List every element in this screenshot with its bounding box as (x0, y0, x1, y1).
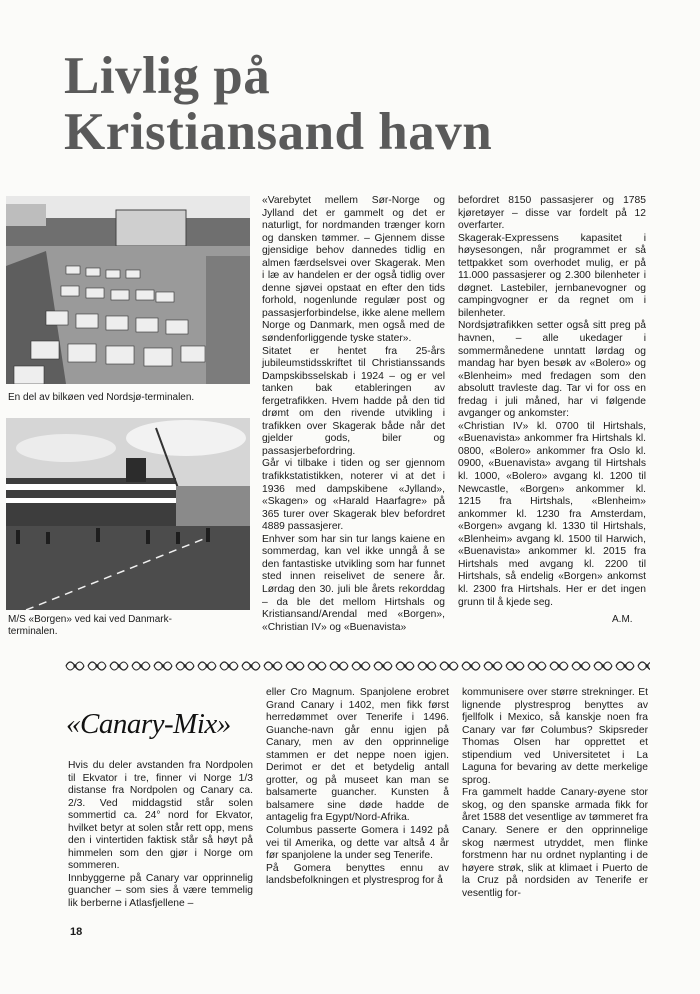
author-signature: A.M. (612, 614, 633, 625)
paragraph: kommunisere over større strekninger. Et lignende plystresprog benyttes av fjellfolk i Mexico, så kanskje noen fra Canary var før Columbus? Skipsreder Thomas Olsen har opprettet et stipendium ved Universitetet i La Laguna for bevaring av dette merkelige sprog. (462, 687, 648, 786)
article2-column-3 (462, 687, 648, 900)
article2-column-2 (266, 687, 449, 888)
page-number: 18 (70, 926, 83, 938)
photo-caption-1: En del av bilkøen ved Nordsjø-terminalen. (8, 392, 195, 403)
photo-caption-2: M/S «Borgen» ved kai ved Danmark-terminalen. (8, 614, 172, 637)
canary-mix-title: «Canary-Mix» (66, 708, 231, 740)
article1-column-2 (262, 195, 445, 634)
paragraph: befordret 8150 passasjerer og 1785 kjøretøyer – disse var fordelt på 12 overfarter. (458, 195, 646, 232)
paragraph: Fra gammelt hadde Canary-øyene stor skog, og den spanske armada fikk for året 1588 det vesentlige av tømmeret fra Canary. Senere er den opprinnelige skog nærmest utryddet, men flinke forstmenn har nu ordnet nyplanting i de høyere strøk, slik at klimaet i Puerto de la Cruz på nordsiden av Tenerife er vesentlig for- (462, 787, 648, 899)
paragraph: Skagerak-Expressens kapasitet i høysesongen, når programmet er så tettpakket som overhodet mulig, er på 11.000 passasjerer og 2.300 bilenheter i døgnet. Lastebiler, jernbanevogner og campingvogner er da regnet om i bilenheter. (458, 232, 646, 319)
paragraph: Nordsjøtrafikken setter også sitt preg på havnen, – alle ukedager i sommermånedene unntatt lørdag og mandag har byen besøk av «Bolero» og «Blenheim» med fredagen som den absolutt travleste dag. Tar vi for oss en fredag i juli måned, har vi følgende avganger og ankomster: (458, 320, 646, 420)
paragraph: Enhver som har sin tur langs kaiene en sommerdag, kan vel ikke unngå å se den fantastiske utvikling som har funnet sted innen reiselivet de senere år. Lørdag den 30. juli ble årets rekorddag – da ble det mellom Hirtshals og Kristiansand/Arendal med «Borgen», «Christian IV» og «Buenavista» (262, 533, 445, 633)
paragraph: Innbyggerne på Canary var opprinnelig guancher – som sies å være temmelig lik berberne i Atlasfjellene – (68, 872, 253, 910)
article2-column-1 (68, 760, 253, 911)
paragraph: Går vi tilbake i tiden og ser gjennom trafikkstatistikken, noterer vi at det i 1936 med dampskibene «Jylland», «Skagen» og «Harald Haarfagre» på 365 turer over Skagerak blev befordret 4889 passasjerer. (262, 458, 445, 533)
paragraph: Sitatet er hentet fra 25-års jubileumstidsskriftet til Christianssands Dampskibsselskab i 1924 – og er vel tanken bak etableringen av fergetrafikken. Hvem hadde på den tid drømt om den rivende utvikling i trafikken over Skagerak både når det gjelder gods, biler og passasjerbefordring. (262, 345, 445, 457)
paragraph: Columbus passerte Gomera i 1492 på vei til Amerika, og dette var altså 4 år før spanjolene la under seg Tenerife. (266, 825, 449, 862)
paragraph: «Varebytet mellem Sør-Norge og Jylland det er gammelt og det er naturligt, for nordmanden trænger korn og dansken tømmer. – Gjennem disse gjensidige behov dannedes tidlig en almen færdselsvei over Skagerak. Men i læ av handelen er der også tidlig over denne sjøvei opstaat en efter den tids forhold, nogenlunde regulær post og passasjerforbindelse, ikke alene mellem Norge og Danmark, men også med de søndenforliggende tyske stater». (262, 195, 445, 345)
title-line-2: Kristiansand havn (64, 103, 493, 161)
title-line-1: Livlig på (64, 47, 271, 105)
article-title (64, 48, 492, 160)
paragraph: På Gomera benyttes ennu av landsbefolkningen et plystresprog for å (266, 862, 449, 887)
paragraph: Hvis du deler avstanden fra Nordpolen til Ekvator i tre, finner vi Norge 1/3 distanse fra Nordpolen og Canary ca. 2/3. Ved middagstid står solen sommertid ca. 24° nord for Ekvator, hvilket betyr at solen står rett opp, mens den i vintertiden faktisk står så høyt på himmelen som den gjør i Norge om sommeren. (68, 760, 253, 872)
car-queue-photo (6, 196, 250, 384)
ferry-photo (6, 418, 250, 610)
article1-column-3 (458, 195, 646, 609)
paragraph: «Christian IV» kl. 0700 til Hirtshals, «Buenavista» ankommer fra Hirtshals kl. 0800, «Bolero» ankommer fra Oslo kl. 0900, «Buenavista» avgang til Hirtshals kl. 1000, «Bolero» avgang kl. 1200 til Newcastle, «Borgen» ankommer kl. 1215 fra Hirtshals, «Blenheim» ankommer kl. 1230 fra Amsterdam, «Borgen» avgang kl. 1330 til Hirtshals, «Blenheim» avgang kl. 1500 til Harwich, «Buenavista» ankommer kl. 2015 fra Hirtshals med avgang kl. 2200 til Hirtshals, så endelig «Borgen» ankomst kl. 2300 fra Hirtshals. Her er det ingen grunn til å kjede seg. (458, 420, 646, 608)
ornament-divider (64, 655, 650, 677)
paragraph: eller Cro Magnum. Spanjolene erobret Grand Canary i 1402, men fikk først herredømmet over Tenerife i 1496. Guanche-navn går ennu igjen på Canary, men av den opprinnelige stammen er det neppe noen igjen. Derimot er det et betydelig antall grotter, og på museet kan man se balsamerte guancher. Kunsten å balsamere sine døde hadde de antagelig fra Egypt/Nord-Afrika. (266, 687, 449, 824)
